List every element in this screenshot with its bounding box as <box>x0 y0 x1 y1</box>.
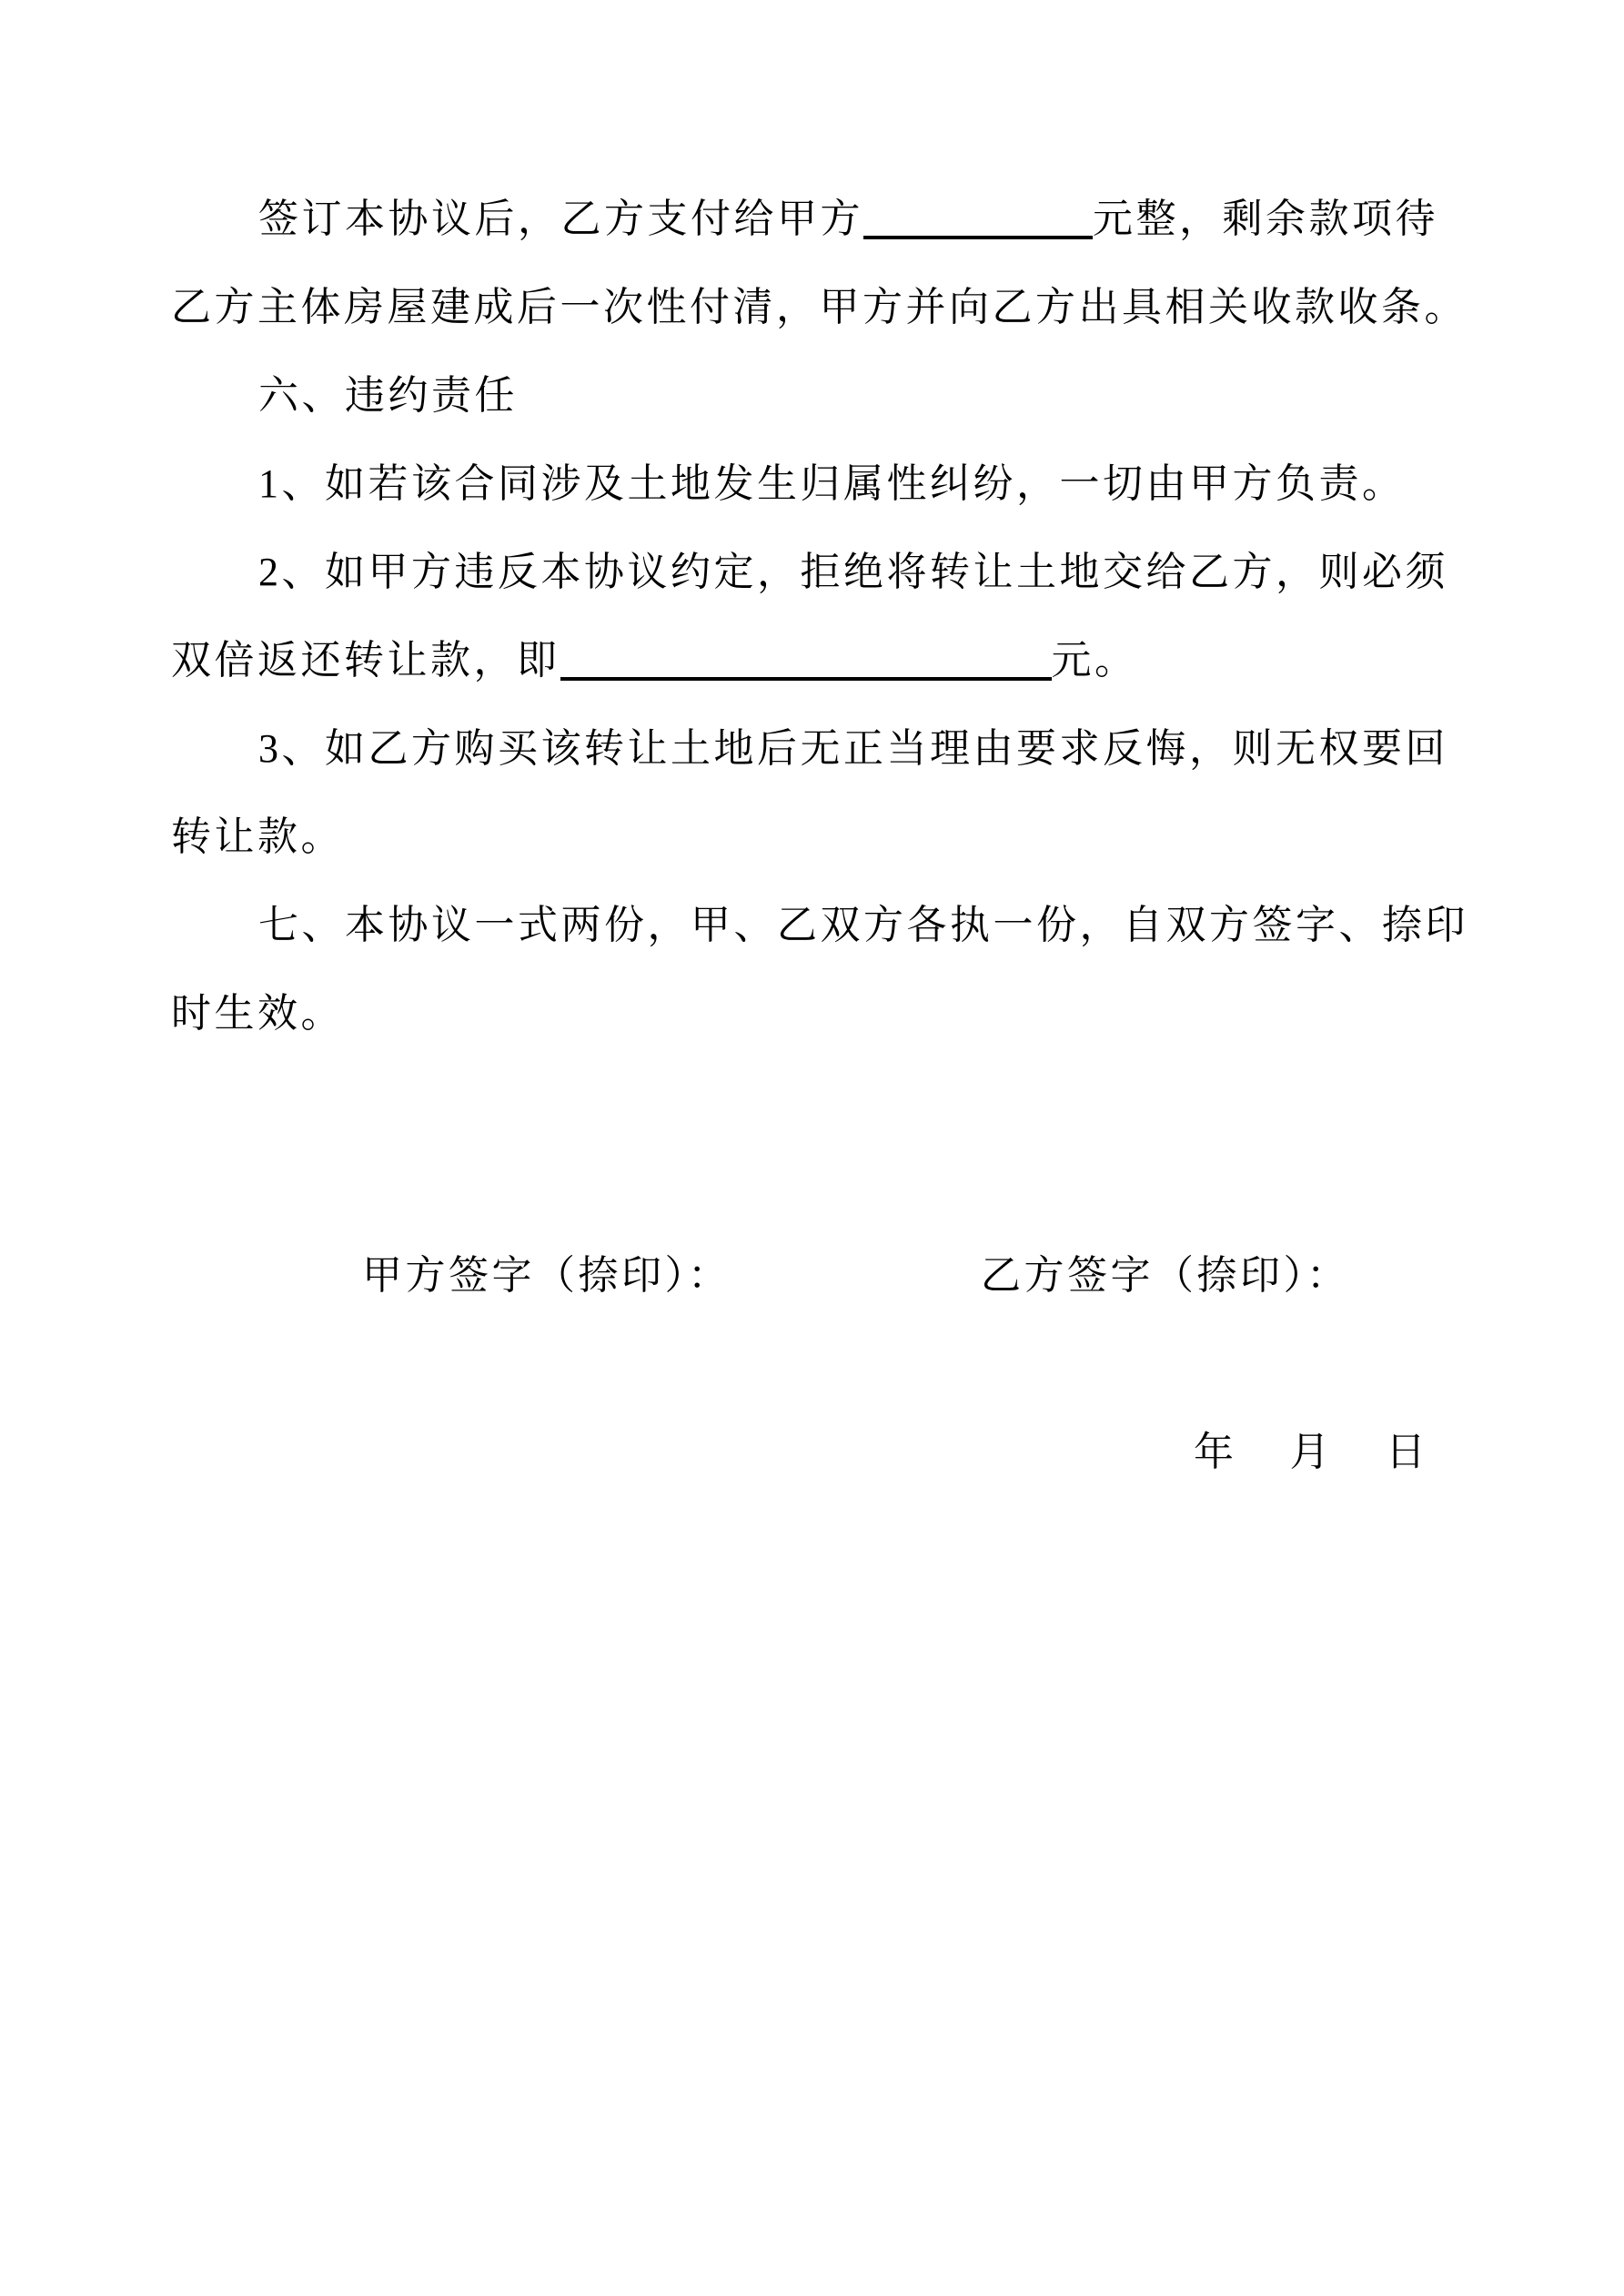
date-month-label: 月 <box>1289 1430 1333 1474</box>
section-6-heading-text: 六、违约责任 <box>258 373 518 418</box>
payment-paragraph-line1 <box>171 175 1490 263</box>
breach-item-3-line1 <box>171 704 1490 793</box>
party-b-signature-label: 乙方签字（捺印）： <box>981 1253 1350 1298</box>
date-year-label: 年 <box>1194 1430 1237 1474</box>
party-a-signature-label: 甲方签字（捺印）： <box>362 1253 731 1298</box>
section-6-heading <box>171 351 1490 440</box>
payment-text-line2: 乙方主体房屋建成后一次性付清，甲方并向乙方出具相关收款收条。 <box>171 285 1468 329</box>
blank-underline-initial-amount <box>863 223 1093 239</box>
breach-item-1-text: 1、如若该合同涉及土地发生归属性纠纷，一切由甲方负责。 <box>258 461 1406 506</box>
refund-text-before-blank: 双倍返还转让款，即 <box>171 638 560 683</box>
breach-item-2-line1 <box>171 528 1490 616</box>
date-day-label: 日 <box>1386 1430 1429 1474</box>
payment-paragraph-line2 <box>171 263 1490 351</box>
breach-item-2-line2 <box>171 616 1490 704</box>
breach-item-1 <box>171 440 1490 528</box>
section-7-line1 <box>171 881 1490 969</box>
section-7-line2 <box>171 969 1490 1057</box>
payment-text-after-blank: 元整，剩余款项待 <box>1093 197 1438 241</box>
breach-item-3-line2 <box>171 793 1490 881</box>
date-line <box>1194 1425 1429 1480</box>
section-7-line2-text: 时生效。 <box>171 991 344 1036</box>
breach-item-3-line2-text: 转让款。 <box>171 814 344 859</box>
breach-item-3-line1-text: 3、如乙方购买该转让土地后无正当理由要求反悔，则无权要回 <box>258 726 1448 771</box>
blank-underline-refund-amount <box>560 664 1052 681</box>
breach-item-2-line1-text: 2、如甲方违反本协议约定，拒绝将转让土地交给乙方，则必须 <box>258 550 1448 594</box>
section-7-line1-text: 七、本协议一式两份，甲、乙双方各执一份，自双方签字、捺印 <box>258 903 1468 947</box>
refund-text-after-blank: 元。 <box>1051 638 1138 683</box>
payment-text-before-blank: 签订本协议后，乙方支付给甲方 <box>258 197 863 241</box>
contract-body <box>171 175 1490 1057</box>
